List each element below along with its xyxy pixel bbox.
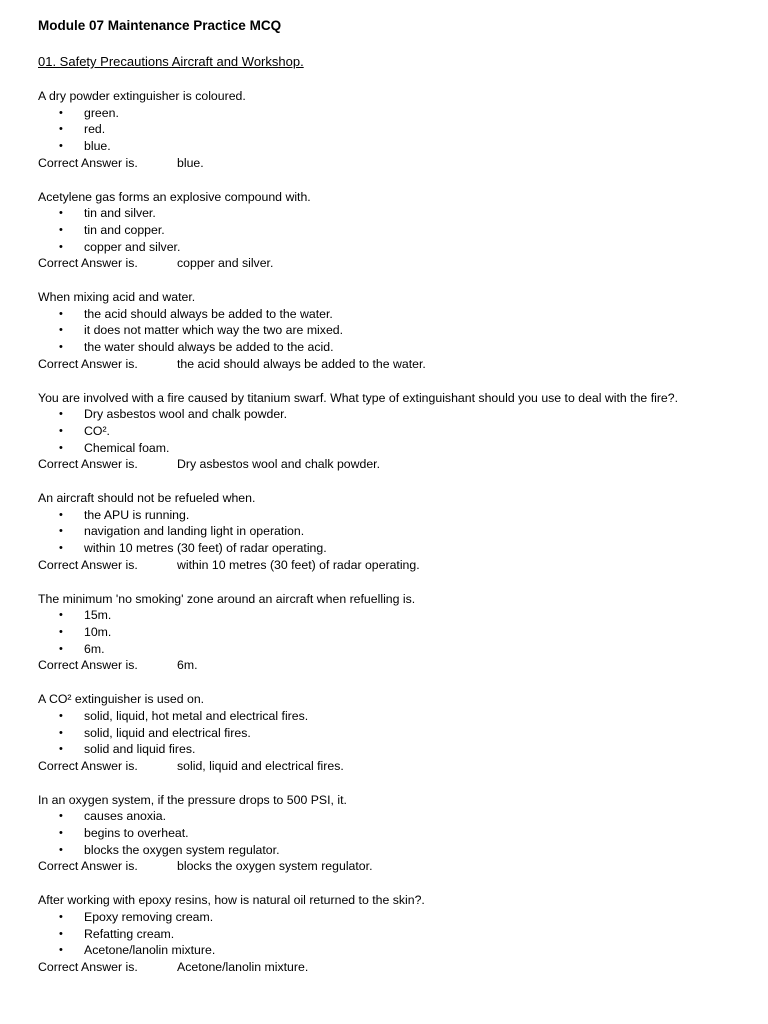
option-list [38, 507, 748, 557]
correct-answer-label: Correct Answer is. [38, 155, 138, 170]
bullet-icon: • [59, 642, 63, 655]
option-item [38, 540, 748, 557]
option-item [38, 406, 748, 423]
option-text: solid and liquid fires. [84, 742, 196, 757]
question-text: The minimum 'no smoking' zone around an aircraft when refuelling is. [38, 591, 416, 606]
option-item [38, 121, 748, 138]
option-list [38, 205, 748, 255]
option-list [38, 406, 748, 456]
bullet-icon: • [59, 324, 63, 337]
question-block [38, 892, 748, 976]
correct-answer-value: solid, liquid and electrical fires. [177, 758, 344, 773]
question-text: You are involved with a fire caused by titanium swarf. What type of extinguishant should you use to deal with the fire?. [38, 390, 679, 405]
option-text: 6m. [84, 641, 105, 656]
bullet-icon: • [59, 910, 63, 923]
bullet-icon: • [59, 223, 63, 236]
bullet-icon: • [59, 508, 63, 521]
option-text: tin and silver. [84, 206, 156, 221]
option-item [38, 423, 748, 440]
option-item [38, 138, 748, 155]
bullet-icon: • [59, 625, 63, 638]
correct-answer-line [38, 657, 748, 674]
option-text: copper and silver. [84, 239, 181, 254]
option-text: navigation and landing light in operation. [84, 524, 305, 539]
question-block [38, 289, 748, 373]
option-item [38, 641, 748, 658]
bullet-icon: • [59, 307, 63, 320]
option-item [38, 708, 748, 725]
option-text: begins to overheat. [84, 826, 189, 841]
correct-answer-value: 6m. [177, 658, 198, 673]
option-list [38, 909, 748, 959]
question-text: An aircraft should not be refueled when. [38, 491, 256, 506]
option-text: Acetone/lanolin mixture. [84, 943, 216, 958]
question-block [38, 189, 748, 273]
question-text: A dry powder extinguisher is coloured. [38, 89, 246, 103]
option-text: causes anoxia. [84, 809, 167, 824]
correct-answer-label: Correct Answer is. [38, 658, 138, 673]
correct-answer-value: copper and silver. [177, 256, 274, 271]
bullet-icon: • [59, 123, 63, 136]
option-list [38, 808, 748, 858]
correct-answer-value: blocks the oxygen system regulator. [177, 859, 373, 874]
bullet-icon: • [59, 207, 63, 220]
option-text: within 10 metres (30 feet) of radar operating. [84, 541, 327, 556]
option-text: Dry asbestos wool and chalk powder. [84, 407, 288, 422]
question-text: When mixing acid and water. [38, 290, 196, 305]
correct-answer-line [38, 356, 748, 373]
option-text: blocks the oxygen system regulator. [84, 842, 280, 857]
option-item [38, 523, 748, 540]
bullet-icon: • [59, 609, 63, 622]
correct-answer-line [38, 758, 748, 775]
bullet-icon: • [59, 743, 63, 756]
option-text: the APU is running. [84, 507, 190, 522]
correct-answer-line [38, 858, 748, 875]
bullet-icon: • [59, 827, 63, 840]
option-text: tin and copper. [84, 222, 165, 237]
option-text: the water should always be added to the acid. [84, 340, 334, 355]
question-block [38, 591, 748, 675]
option-list [38, 306, 748, 356]
option-item [38, 624, 748, 641]
option-item [38, 808, 748, 825]
option-item [38, 607, 748, 624]
option-item [38, 741, 748, 758]
option-list [38, 708, 748, 758]
document-page [38, 16, 748, 993]
option-text: 10m. [84, 624, 112, 639]
option-text: green. [84, 105, 119, 120]
option-text: solid, liquid and electrical fires. [84, 725, 251, 740]
bullet-icon: • [59, 441, 63, 454]
question-block [38, 691, 748, 775]
option-item [38, 909, 748, 926]
question-block [38, 490, 748, 574]
question-block [38, 792, 748, 876]
question-text: In an oxygen system, if the pressure drops to 500 PSI, it. [38, 792, 347, 807]
section-heading: 01. Safety Precautions Aircraft and Workshop. [38, 54, 304, 69]
option-text: CO². [84, 423, 110, 438]
bullet-icon: • [59, 240, 63, 253]
correct-answer-line [38, 155, 748, 172]
bullet-icon: • [59, 927, 63, 940]
bullet-icon: • [59, 726, 63, 739]
question-text: A CO² extinguisher is used on. [38, 692, 205, 707]
option-item [38, 725, 748, 742]
option-text: the acid should always be added to the water. [84, 306, 333, 321]
bullet-icon: • [59, 542, 63, 555]
option-item [38, 322, 748, 339]
option-text: blue. [84, 139, 111, 154]
option-item [38, 825, 748, 842]
option-item [38, 205, 748, 222]
question-block [38, 88, 748, 172]
bullet-icon: • [59, 525, 63, 538]
option-item [38, 942, 748, 959]
document-title: Module 07 Maintenance Practice MCQ [38, 18, 282, 33]
bullet-icon: • [59, 709, 63, 722]
option-text: solid, liquid, hot metal and electrical fires. [84, 708, 309, 723]
correct-answer-value: the acid should always be added to the water. [177, 356, 426, 371]
correct-answer-line [38, 557, 748, 574]
option-item [38, 339, 748, 356]
option-text: it does not matter which way the two are mixed. [84, 323, 344, 338]
option-item [38, 507, 748, 524]
question-block [38, 390, 748, 474]
option-text: 15m. [84, 608, 112, 623]
option-text: Epoxy removing cream. [84, 909, 214, 924]
option-item [38, 926, 748, 943]
option-text: Refatting cream. [84, 926, 175, 941]
option-item [38, 440, 748, 457]
correct-answer-label: Correct Answer is. [38, 256, 138, 271]
correct-answer-label: Correct Answer is. [38, 859, 138, 874]
option-text: red. [84, 122, 106, 137]
correct-answer-value: within 10 metres (30 feet) of radar operating. [177, 557, 420, 572]
correct-answer-value: Acetone/lanolin mixture. [177, 959, 309, 974]
correct-answer-label: Correct Answer is. [38, 959, 138, 974]
correct-answer-line [38, 959, 748, 976]
option-list [38, 607, 748, 657]
question-list [38, 88, 748, 976]
bullet-icon: • [59, 810, 63, 823]
correct-answer-value: blue. [177, 155, 204, 170]
option-item [38, 239, 748, 256]
correct-answer-label: Correct Answer is. [38, 557, 138, 572]
option-text: Chemical foam. [84, 440, 170, 455]
correct-answer-label: Correct Answer is. [38, 758, 138, 773]
question-text: Acetylene gas forms an explosive compound with. [38, 189, 311, 204]
correct-answer-line [38, 456, 748, 473]
bullet-icon: • [59, 341, 63, 354]
correct-answer-label: Correct Answer is. [38, 457, 138, 472]
option-item [38, 222, 748, 239]
bullet-icon: • [59, 408, 63, 421]
correct-answer-label: Correct Answer is. [38, 356, 138, 371]
bullet-icon: • [59, 944, 63, 957]
bullet-icon: • [59, 424, 63, 437]
question-text: After working with epoxy resins, how is natural oil returned to the skin?. [38, 893, 425, 908]
bullet-icon: • [59, 140, 63, 153]
bullet-icon: • [59, 106, 63, 119]
option-item [38, 306, 748, 323]
correct-answer-value: Dry asbestos wool and chalk powder. [177, 457, 381, 472]
bullet-icon: • [59, 843, 63, 856]
option-list [38, 105, 748, 155]
option-item [38, 842, 748, 859]
option-item [38, 105, 748, 122]
correct-answer-line [38, 255, 748, 272]
